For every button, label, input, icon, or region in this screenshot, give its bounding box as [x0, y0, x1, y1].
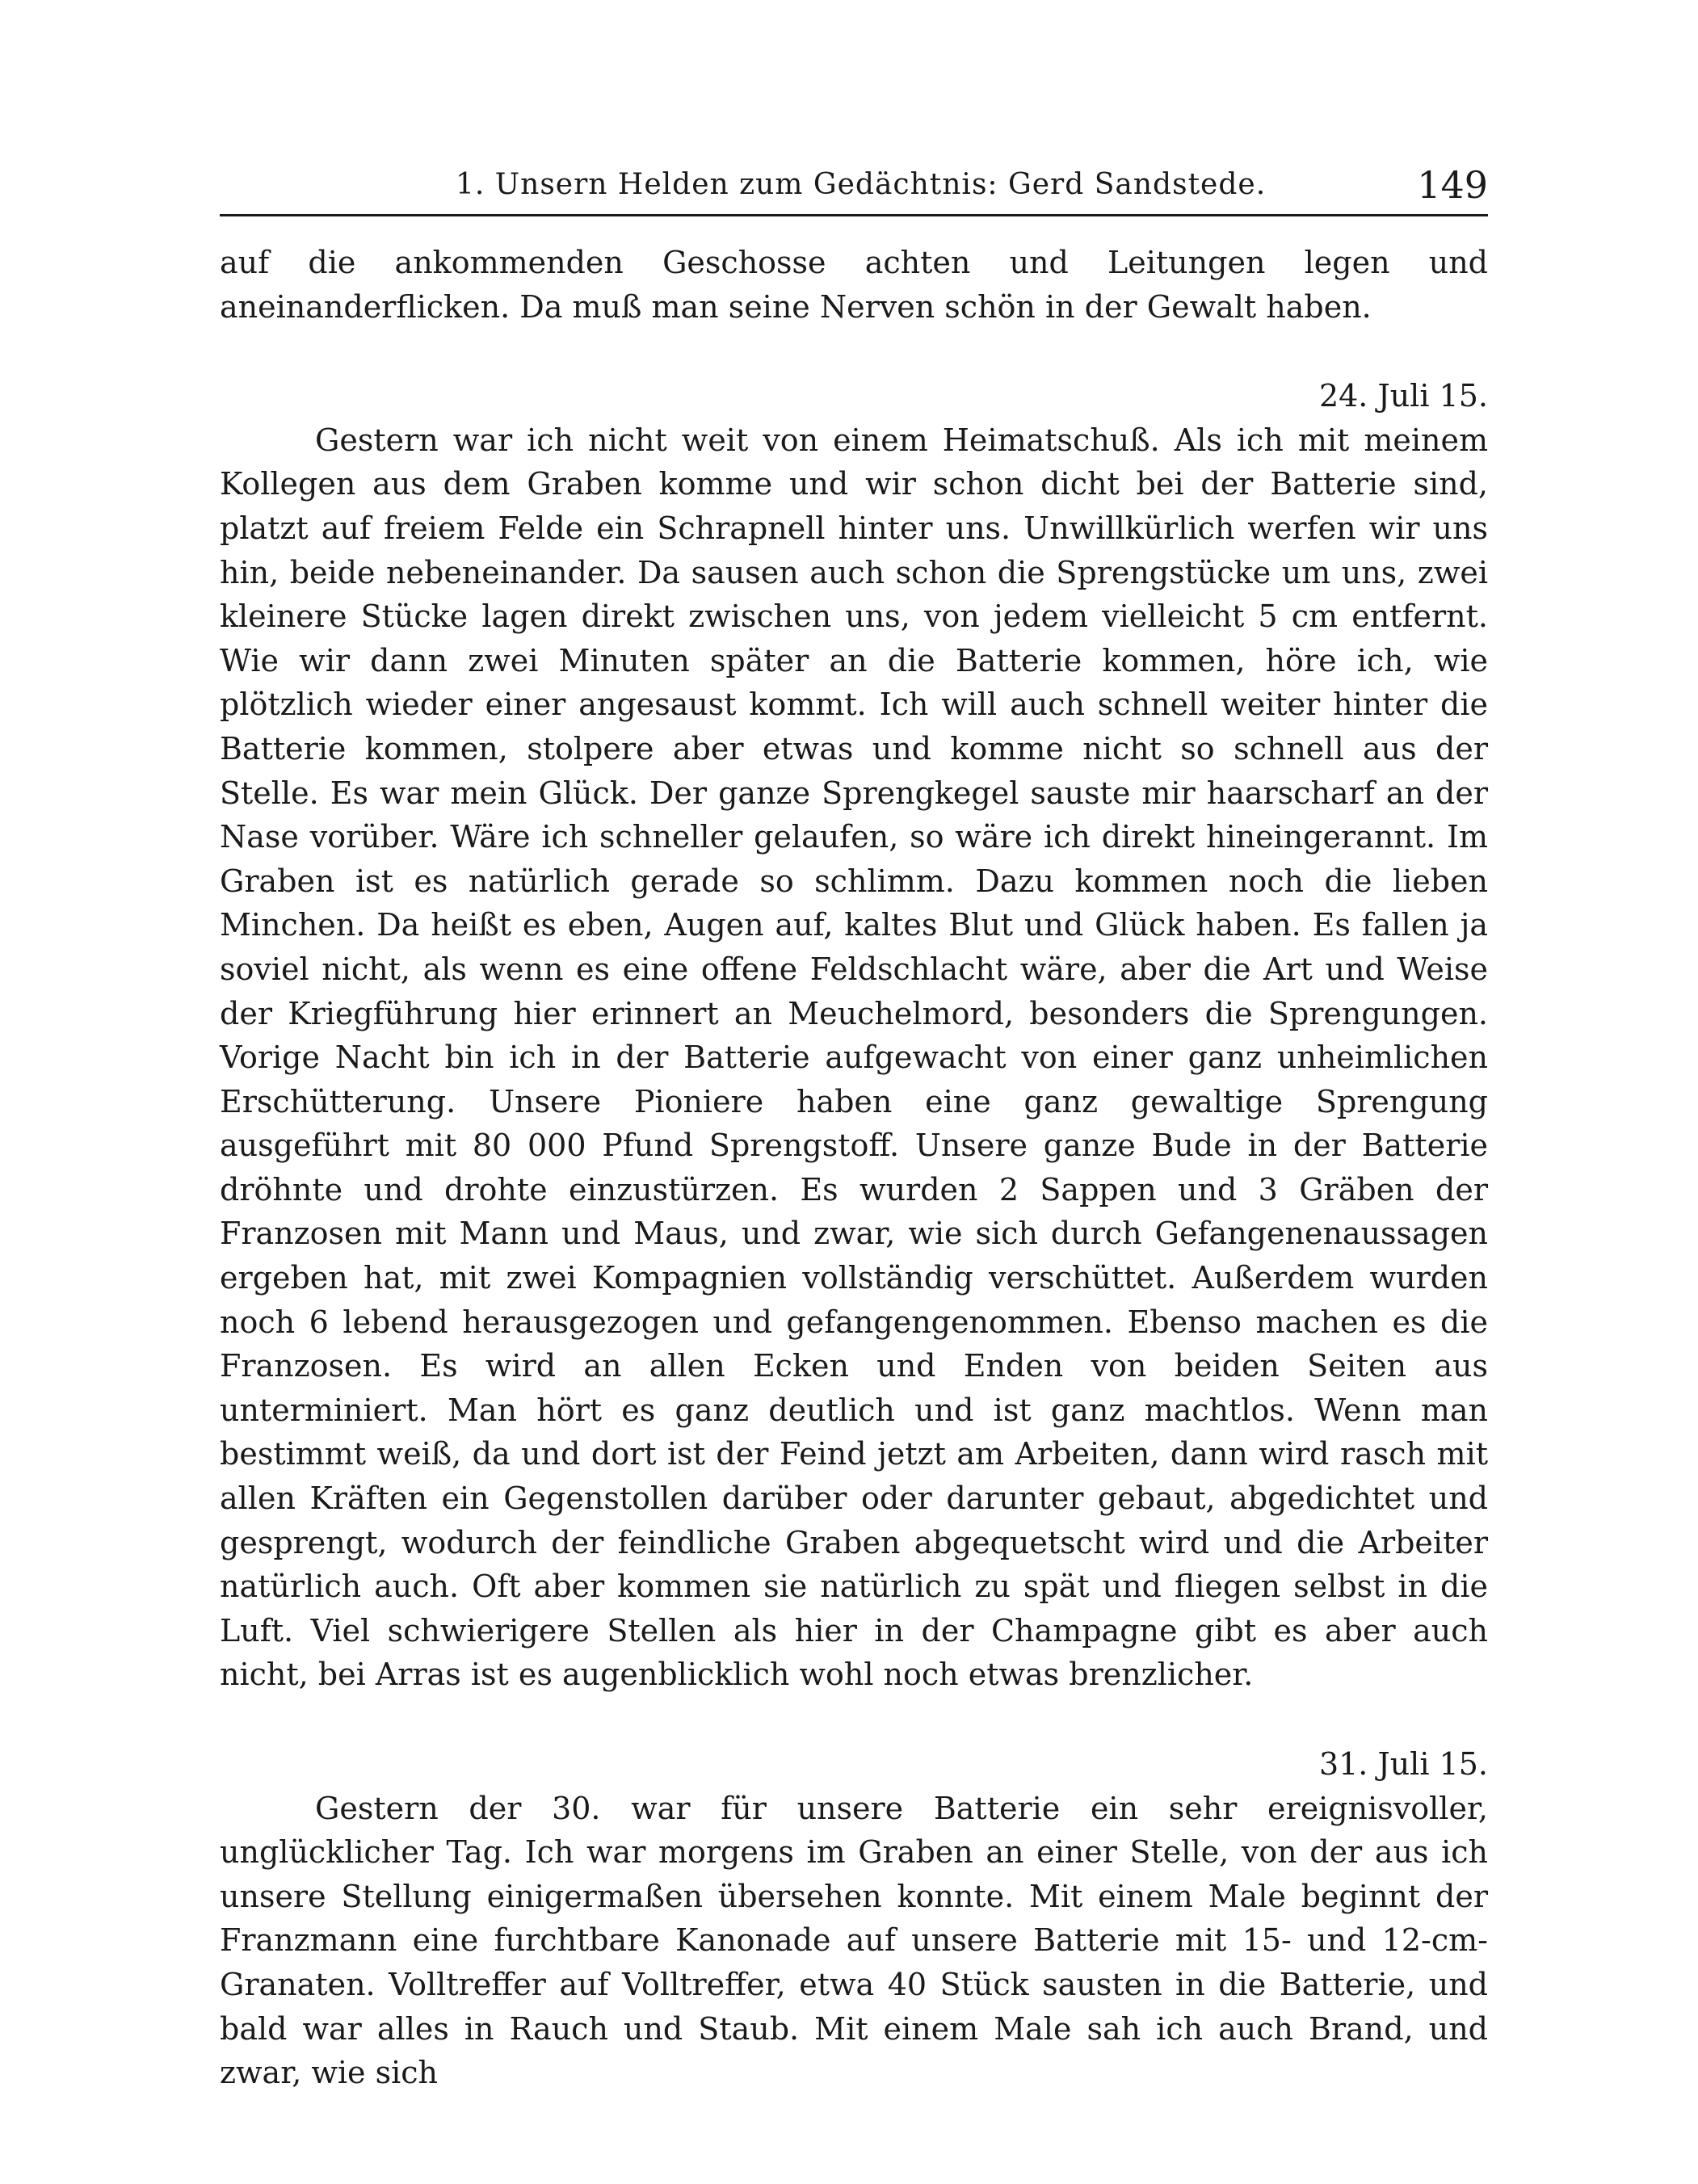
- body-text: [220, 241, 1488, 2095]
- paragraph: Gestern war ich nicht weit von einem Heimatschuß. Als ich mit meinem Kollegen aus dem Graben komme und wir schon dicht bei der Batterie sind, platzt auf freiem Felde ein Schrapnell hinter uns. Unwillkürlich werfen wir uns hin, beide nebeneinander. Da sausen auch schon die Sprengstücke um uns, zwei kleinere Stücke lagen direkt zwischen uns, von jedem vielleicht 5 cm entfernt. Wie wir dann zwei Minuten später an die Batterie kommen, höre ich, wie plötzlich wieder einer angesaust kommt. Ich will auch schnell weiter hinter die Batterie kommen, stolpere aber etwas und komme nicht so schnell aus der Stelle. Es war mein Glück. Der ganze Sprengkegel sauste mir haarscharf an der Nase vorüber. Wäre ich schneller gelaufen, so wäre ich direkt hineingerannt. Im Graben ist es natürlich gerade so schlimm. Dazu kommen noch die lieben Minchen. Da heißt es eben, Augen auf, kaltes Blut und Glück haben. Es fallen ja soviel nicht, als wenn es eine offene Feldschlacht wäre, aber die Art und Weise der Kriegführung hier erinnert an Meuchelmord, besonders die Sprengungen. Vorige Nacht bin ich in der Batterie aufgewacht von einer ganz unheimlichen Erschütterung. Unsere Pioniere haben eine ganz gewaltige Sprengung ausgeführt mit 80 000 Pfund Sprengstoff. Unsere ganze Bude in der Batterie dröhnte und drohte einzustürzen. Es wurden 2 Sappen und 3 Gräben der Franzosen mit Mann und Maus, und zwar, wie sich durch Gefangenenaussagen ergeben hat, mit zwei Kompagnien vollständig verschüttet. Außerdem wurden noch 6 lebend herausgezogen und gefangengenommen. Ebenso machen es die Franzosen. Es wird an allen Ecken und Enden von beiden Seiten aus unterminiert. Man hört es ganz deutlich und ist ganz machtlos. Wenn man bestimmt weiß, da und dort ist der Feind jetzt am Arbeiten, dann wird rasch mit allen Kräften ein Gegenstollen darüber oder darunter gebaut, abgedichtet und gesprengt, wodurch der feindliche Graben abgequetscht wird und die Arbeiter natürlich auch. Oft aber kommen sie natürlich zu spät und fliegen selbst in die Luft. Viel schwierigere Stellen als hier in der Champagne gibt es aber auch nicht, bei Arras ist es augenblicklich wohl noch etwas brenzlicher.: [220, 422, 1488, 1693]
- entry-date: 31. Juli 15.: [1318, 1746, 1488, 1782]
- section-spacer: [220, 329, 1488, 374]
- paragraph-continuation: auf die ankommenden Geschosse achten und Leitungen legen und aneinanderflicken. Da muß man seine Nerven schön in der Gewalt haben.: [220, 245, 1488, 325]
- page-header: [220, 160, 1488, 216]
- running-title: 1. Unsern Helden zum Gedächtnis: Gerd Sandstede.: [456, 168, 1267, 201]
- paragraph: Gestern der 30. war für unsere Batterie ein sehr ereignisvoller, unglücklicher Tag. Ich war morgens im Graben an einer Stelle, von der aus ich unsere Stellung einigermaßen übersehen konnte. Mit einem Male beginnt der Franzmann eine furchtbare Kanonade auf unsere Batterie mit 15- und 12-cm-Granaten. Volltreffer auf Volltreffer, etwa 40 Stück sausten in die Batterie, und bald war alles in Rauch und Staub. Mit einem Male sah ich auch Brand, und zwar, wie sich: [220, 1790, 1488, 2091]
- entry-date: 24. Juli 15.: [1318, 378, 1488, 414]
- page-number: 149: [1417, 163, 1488, 207]
- section-spacer: [220, 1697, 1488, 1742]
- header-rule: [220, 214, 1488, 216]
